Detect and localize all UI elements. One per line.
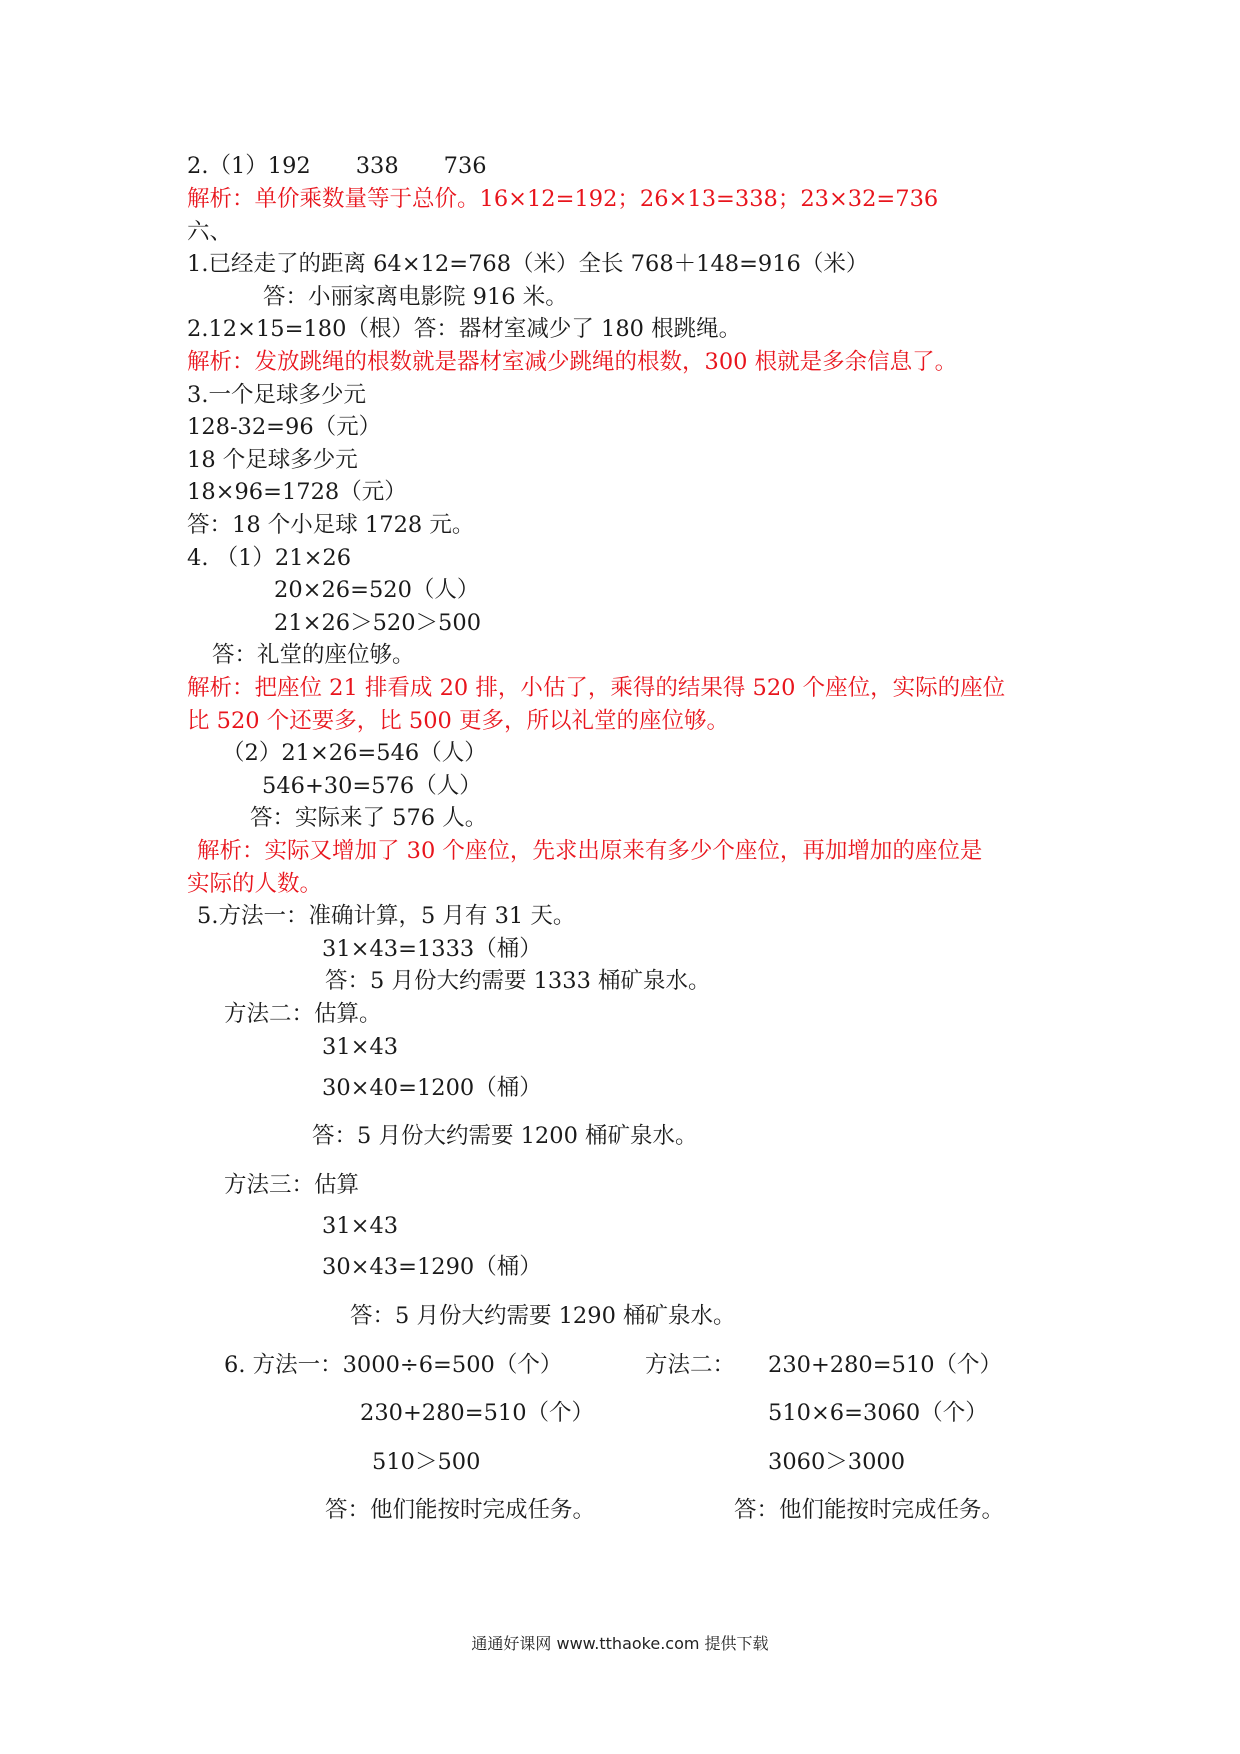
p3-step2-calc: 18×96=1728（元） (187, 479, 407, 505)
p1-solution: 1.已经走了的距离 64×12=768（米）全长 768＋148=916（米） (187, 251, 869, 277)
p4-part2: （2）21×26=546（人） (222, 740, 487, 766)
p4-part1-explanation-line1: 解析：把座位 21 排看成 20 排，小估了，乘得的结果得 520 个座位，实际的座位 (187, 675, 1006, 701)
p5-method2-expr: 31×43 (322, 1034, 399, 1060)
q2-explanation: 解析：单价乘数量等于总价。16×12=192；26×13=338；23×32=736 (187, 186, 939, 212)
p4-part2-answer: 答：实际来了 576 人。 (250, 805, 488, 831)
p6-method2-calc1: 230+280=510（个） (768, 1352, 1003, 1378)
p2-explanation: 解析：发放跳绳的根数就是器材室减少跳绳的根数，300 根就是多余信息了。 (187, 349, 958, 375)
p6-method2-calc2: 510×6=3060（个） (768, 1400, 988, 1426)
p5-method1-calc: 31×43=1333（桶） (322, 936, 542, 962)
p4-part1-explanation-line2: 比 520 个还要多，比 500 更多，所以礼堂的座位够。 (187, 708, 730, 734)
p5-method2-calc: 30×40=1200（桶） (322, 1075, 542, 1101)
p4-part1-estimate: 20×26=520（人） (274, 577, 480, 603)
p6-method1-answer: 答：他们能按时完成任务。 (325, 1497, 596, 1523)
p2-solution: 2.12×15=180（根）答：器材室减少了 180 根跳绳。 (187, 316, 742, 342)
p6-method2-compare: 3060＞3000 (768, 1449, 906, 1475)
p6-method2-label: 方法二： (645, 1352, 736, 1378)
section-heading-six: 六、 (187, 219, 233, 245)
p6-method2-answer: 答：他们能按时完成任务。 (734, 1497, 1005, 1523)
p4-part1-answer: 答：礼堂的座位够。 (212, 642, 415, 668)
p3-answer: 答：18 个小足球 1728 元。 (187, 512, 475, 538)
p4-part1-compare: 21×26＞520＞500 (274, 610, 482, 636)
p4-part2-explanation-line2: 实际的人数。 (187, 871, 323, 897)
p4-part1: 4. （1）21×26 (187, 545, 352, 571)
q2-answer: 2.（1）192 338 736 (187, 153, 487, 179)
p5-method3: 方法三：估算 (224, 1172, 360, 1198)
p5-method3-answer: 答：5 月份大约需要 1290 桶矿泉水。 (350, 1303, 736, 1329)
p5-method1-answer: 答：5 月份大约需要 1333 桶矿泉水。 (325, 968, 711, 994)
p3-step1-label: 3.一个足球多少元 (187, 382, 366, 408)
p5-method3-expr: 31×43 (322, 1213, 399, 1239)
p4-part2-calc: 546+30=576（人） (262, 773, 482, 799)
p3-step1-calc: 128-32=96（元） (187, 414, 382, 440)
p5-method3-calc: 30×43=1290（桶） (322, 1254, 542, 1280)
p4-part2-explanation-line1: 解析：实际又增加了 30 个座位，先求出原来有多少个座位，再加增加的座位是 (197, 838, 983, 864)
p5-method2: 方法二：估算。 (224, 1001, 382, 1027)
p5-method1: 5.方法一：准确计算，5 月有 31 天。 (197, 903, 576, 929)
p1-answer: 答：小丽家离电影院 916 米。 (263, 284, 568, 310)
page-footer: 通通好课网 www.tthaoke.com 提供下载 (471, 1634, 769, 1653)
p3-step2-label: 18 个足球多少元 (187, 447, 358, 473)
p6-method1-compare: 510＞500 (372, 1449, 481, 1475)
p5-method2-answer: 答：5 月份大约需要 1200 桶矿泉水。 (312, 1123, 698, 1149)
p6-method1-calc: 230+280=510（个） (360, 1400, 595, 1426)
p6-method1: 6. 方法一：3000÷6=500（个） (224, 1352, 563, 1378)
